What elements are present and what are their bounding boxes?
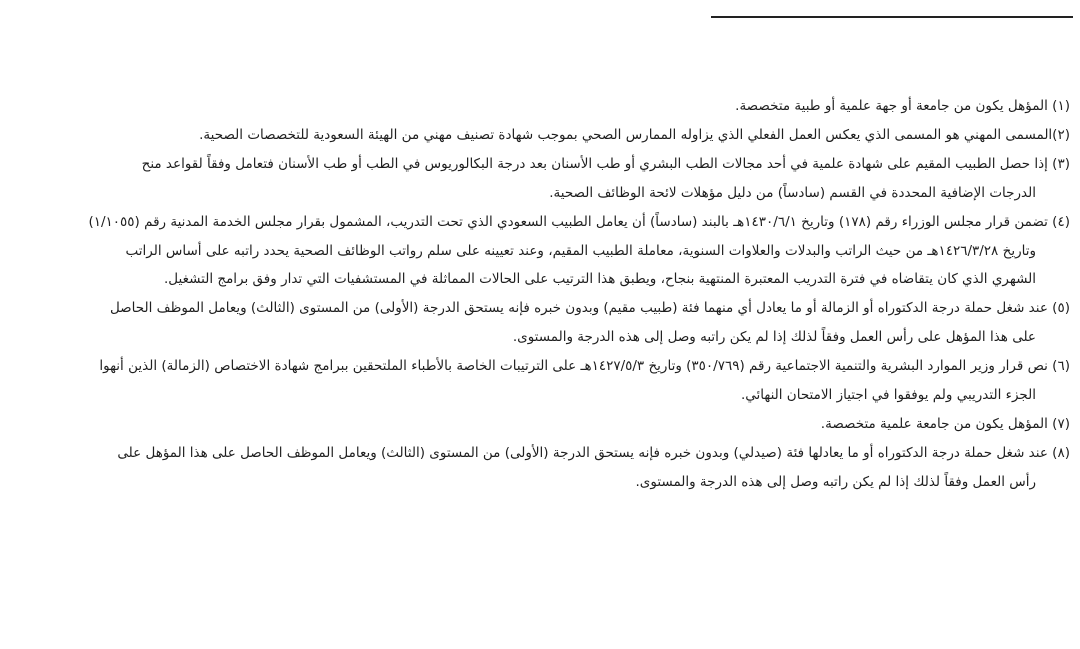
footnote-separator-line	[711, 16, 1073, 18]
footnote-3-continuation: الدرجات الإضافية المحددة في القسم (سادساً) من دليل مؤهلات لائحة الوظائف الصحية.	[549, 184, 1036, 201]
footnote-6-continuation: الجزء التدريبي ولم يوفقوا في اجتياز الامتحان النهائي.	[740, 387, 1036, 404]
footnote-8-continuation: رأس العمل وفقاً لذلك إذا لم يكن راتبه وصل إلى هذه الدرجة والمستوى.	[635, 473, 1036, 490]
footnote-1: (١) المؤهل يكون من جامعة أو جهة علمية أو طبية متخصصة.	[735, 98, 1070, 114]
footnote-2: (٢)المسمى المهني هو المسمى الذي يعكس العمل الفعلي الذي يزاوله الممارس الصحي بموجب شهادة تصنيف مهني من الهيئة السعودية للتخصصات الصحية.	[199, 126, 1070, 143]
footnote-8: (٨) عند شغل حملة درجة الدكتوراه أو ما يعادلها فئة (صيدلي) وبدون خبره فإنه يستحق الدرجة (الأولى) من المستوى (الثالث) ويعامل الموظف الحاصل على هذا المؤهل على	[117, 444, 1070, 461]
footnote-5: (٥) عند شغل حملة درجة الدكتوراه أو الزمالة أو ما يعادل أي منهما فئة (طبيب مقيم) وبدون خبره فإنه يستحق الدرجة (الأولى) من المستوى (الثالث) ويعامل الموظف الحاصل	[109, 300, 1070, 317]
footnote-4-continuation: وتاريخ ١٤٢٦/٣/٢٨هـ من حيث الراتب والبدلات والعلاوات السنوية، معاملة الطبيب المقيم، وعند تعيينه على سلم رواتب الوظائف الصحية يحدد راتبه على أساس الراتب	[125, 242, 1036, 259]
footnote-3: (٣) إذا حصل الطبيب المقيم على شهادة علمية في أحد مجالات الطب البشري أو طب الأسنان بعد درجة البكالوريوس في الطب أو طب الأسنان فتعامل وفقاً لقواعد منح	[141, 155, 1070, 172]
footnote-4: (٤) تضمن قرار مجلس الوزراء رقم (١٧٨) وتاريخ ١٤٣٠/٦/١هـ بالبند (سادساً) أن يعامل الطبيب السعودي الذي تحت التدريب، المشمول بقرار مجلس الخدمة المدنية رقم (١/١٠٥٥)	[88, 213, 1070, 230]
footnote-5-continuation: على هذا المؤهل على رأس العمل وفقاً لذلك إذا لم يكن راتبه وصل إلى هذه الدرجة والمستوى.	[512, 329, 1036, 346]
footnote-4-continuation: الشهري الذي كان يتقاضاه في فترة التدريب المعتبرة المنتهية بنجاح، ويطبق هذا الترتيب على الحالات المماثلة في المستشفيات التي تدار وفق برامج التشغيل.	[163, 271, 1036, 288]
footnote-6: (٦) نص قرار وزير الموارد البشرية والتنمية الاجتماعية رقم (٣٥٠/٧٦٩) وتاريخ ١٤٢٧/٥/٣هـ على الترتيبات الخاصة بالأطباء الملتحقين ببرامج شهادة الاختصاص (الزمالة) الذين أنهوا	[99, 358, 1070, 375]
footnotes-section	[36, 92, 1070, 497]
footnote-7: (٧) المؤهل يكون من جامعة علمية متخصصة.	[820, 415, 1070, 432]
